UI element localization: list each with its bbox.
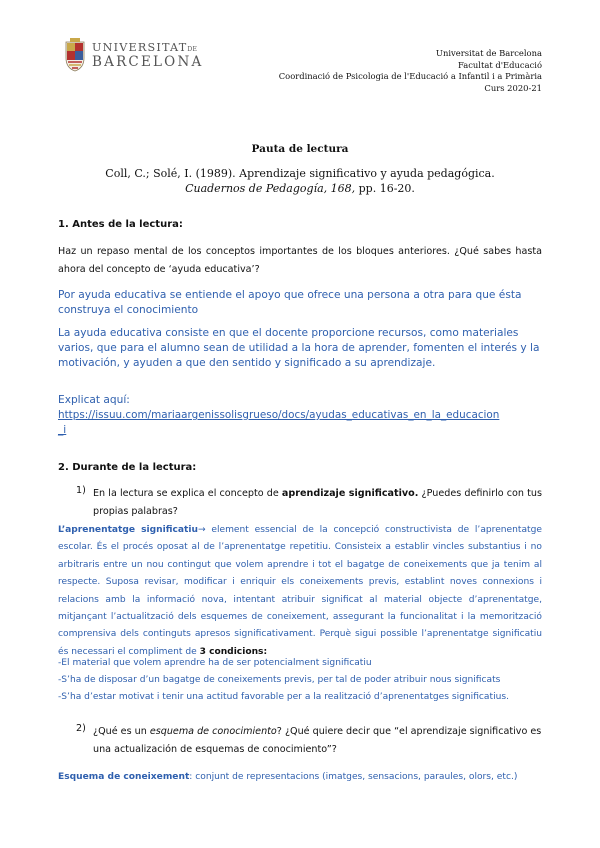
logo-line-2: BARCELONA <box>92 54 204 70</box>
section-1-answer-1: Por ayuda educativa se entiende el apoyo que ofrece una persona a otra para que ésta construya el conocimiento <box>58 289 522 316</box>
document-title: Pauta de lectura <box>251 143 349 155</box>
journal-name: Cuadernos de Pedagogía, 168, <box>185 182 356 195</box>
question-1-number: 1) <box>76 485 86 496</box>
explicat-label: Explicat aquí: <box>58 394 130 406</box>
header-faculty: Facultat d'Educació <box>457 59 542 70</box>
section-2-heading: 2. Durante de la lectura: <box>58 462 197 473</box>
question-2-number: 2) <box>76 723 86 734</box>
condition-3: -S’ha d’estar motivat i tenir una actitud favorable per a la realització d’aprenentatges significatius. <box>58 692 509 702</box>
condition-1: -El material que volem aprendre ha de ser potencialment significatiu <box>58 658 372 668</box>
section-1-heading: 1. Antes de la lectura: <box>58 219 183 230</box>
conditions-count: 3 condicions: <box>199 646 268 657</box>
arrow-right-icon: → <box>197 525 206 535</box>
reference-journal <box>0 182 600 195</box>
header-institution-block <box>279 48 542 94</box>
answer-2-paragraph: Esquema de coneixement: conjunt de representacions (imatges, sensacions, paraules, olors, etc.) <box>58 772 518 782</box>
section-1-question: Haz un repaso mental de los conceptos importantes de los bloques anteriores. ¿Qué sabes hasta ahora del concepto de ‘ayuda educativa’? <box>58 246 542 275</box>
header-coordination: Coordinació de Psicologia de l'Educació a Infantil i a Primària <box>278 71 542 82</box>
header-university: Universitat de Barcelona <box>435 48 542 58</box>
condition-2: -S’ha de disposar d’un bagatge de coneixements previs, per tal de poder atribuir nous significats <box>58 675 501 685</box>
reference-citation: Coll, C.; Solé, I. (1989). Aprendizaje significativo y ayuda pedagógica. <box>105 167 495 180</box>
answer-2-term: Esquema de coneixement <box>58 772 190 782</box>
journal-pages: pp. 16-20. <box>355 182 415 195</box>
header-course: Curs 2020-21 <box>484 82 542 93</box>
logo-line-1: UNIVERSITATDE <box>92 41 198 54</box>
answer-1-term: L’aprenentatge significatiu <box>58 525 198 535</box>
university-logo <box>64 38 204 74</box>
answer-1-paragraph: L’aprenentatge significatiu→ element essencial de la concepció constructivista de l’aprenentatge escolar. És el procés oposat al de l’aprenentatge repetitiu. Consisteix a establir vincles substantius i no arbitraris entre un nou contingut que volem aprendre i tot el bagatge de coneixements que ja tenim al respecte. Suposa revisar, modificar i enriquir els coneixements previs, establint noves connexions i relacions amb la informació nova, intentant atribuir significat al material objecte d’aprenentatge, mitjançant l’actualització dels esquemes de coneixement, assegurant la funcionalitat i la memorització comprensiva dels continguts apresos significativament. Perquè sigui possible l’aprenentatge significatiu és necessari el compliment de 3 condicions: <box>58 525 542 657</box>
question-1-text: En la lectura se explica el concepto de aprendizaje significativo. ¿Puedes definirlo con tus propias palabras? <box>93 488 542 517</box>
reference-link[interactable]: https://issuu.com/mariaargenissolisgrueso/docs/ayudas_educativas_en_la_educacion <box>58 409 500 421</box>
university-crest-icon <box>64 38 86 72</box>
question-2-text: ¿Qué es un esquema de conocimiento? ¿Qué quiere decir que “el aprendizaje significativo es una actualización de esquemas de conocimiento”? <box>93 726 542 755</box>
section-1-answer-2: La ayuda educativa consiste en que el docente proporcione recursos, como materiales varios, que para el alumno sean de utilidad a la hora de aprender, fomenten el interés y la motivación, y ayuden a que den sentido y significado a su aprendizaje. <box>58 327 540 369</box>
reference-link-continuation[interactable]: _i <box>58 424 67 436</box>
